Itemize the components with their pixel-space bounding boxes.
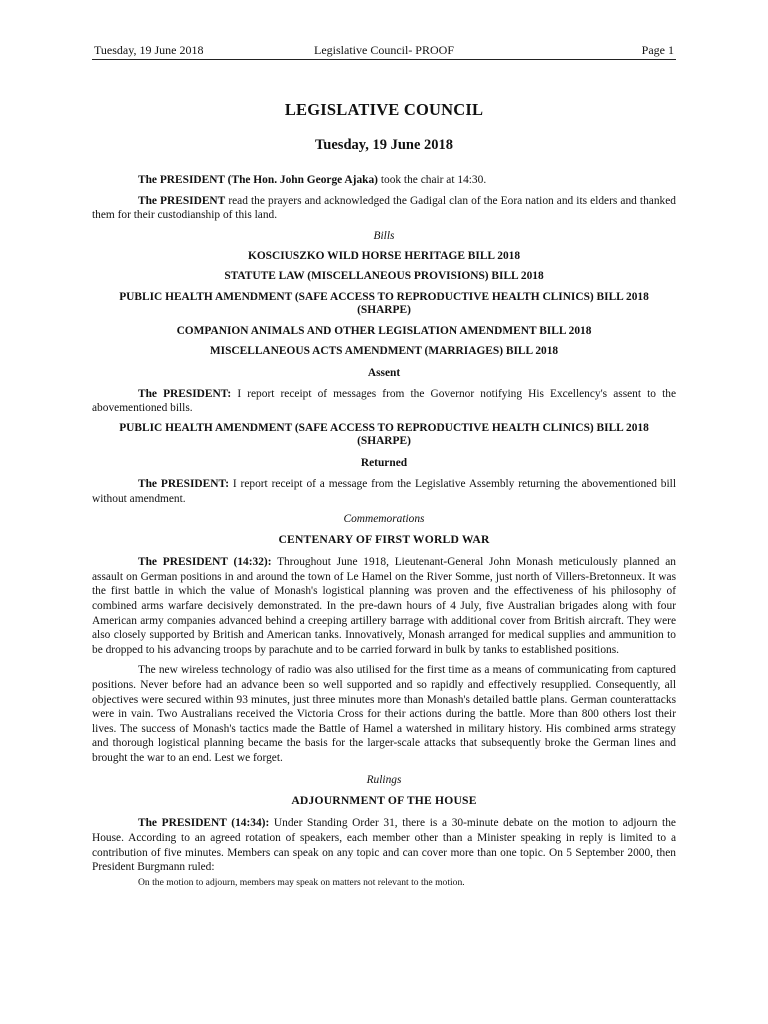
bill-title: PUBLIC HEALTH AMENDMENT (SAFE ACCESS TO REPRODUCTIVE HEALTH CLINICS) BILL 2018 (SHARPE) [119,421,649,448]
category-bills: Bills [373,229,395,242]
speaker-name: The PRESIDENT (14:32): [138,556,272,569]
paragraph-text: read the prayers and acknowledged the Gadigal clan of the Eora nation and its elders and thanked them for their custodianship of this land. [92,194,676,222]
header-date: Tuesday, 19 June 2018 [94,43,204,57]
commemoration-paragraph [92,555,676,657]
speaker-name: The PRESIDENT (14:34): [138,817,270,830]
category-rulings: Rulings [366,774,402,787]
paragraph-text: I report receipt of a message from the Legislative Assembly returning the abovementioned bill without amendment. [92,477,676,505]
ruling-quote: On the motion to adjourn, members may speak on matters not relevant to the motion. [138,876,465,888]
subheading-returned: Returned [360,456,408,469]
returned-paragraph [92,477,676,506]
speaker-name: The PRESIDENT [138,194,226,207]
sitting-date: Tuesday, 19 June 2018 [314,137,454,153]
paragraph-text: I report receipt of messages from the Governor notifying His Excellency's assent to the abovementioned bills. [92,387,677,415]
ruling-paragraph [92,816,676,874]
bill-title: KOSCIUSZKO WILD HORSE HERITAGE BILL 2018 [247,249,521,262]
bill-title: PUBLIC HEALTH AMENDMENT (SAFE ACCESS TO REPRODUCTIVE HEALTH CLINICS) BILL 2018 (SHARPE) [119,290,649,317]
bill-title: MISCELLANEOUS ACTS AMENDMENT (MARRIAGES) BILL 2018 [209,345,559,358]
bill-title: STATUTE LAW (MISCELLANEOUS PROVISIONS) BILL 2018 [224,270,544,283]
commemoration-paragraph: The new wireless technology of radio was also utilised for the first time as a means of communicating from captured positions. Never before had an advance been so well supported and so rapidly and effectively resupplied. Consequently, all objectives were secured within 93 minutes, just three minutes more than Monash's detailed battle plans. German counterattacks were in vain. Two Australians received the Victoria Cross for their actions during the battle. More than 800 others lost their lives. The success of Monash's tactics made the Battle of Hamel a watershed in military history. His combined arms strategy and thorough logistical planning became the basis for the larger-scale attacks that subsequently broke the German lines and brought the war to an end. Lest we forget. [92,664,676,764]
page-header [92,43,676,60]
assent-paragraph [92,387,676,416]
speaker-name: The PRESIDENT (The Hon. John George Ajaka) [138,174,378,186]
document-body [92,100,676,889]
prayers-paragraph [92,194,676,223]
speaker-name: The PRESIDENT: [138,477,229,490]
paragraph-text: took the chair at 14:30. [377,174,487,186]
section-heading: ADJOURNMENT OF THE HOUSE [291,794,477,808]
bill-title: COMPANION ANIMALS AND OTHER LEGISLATION AMENDMENT BILL 2018 [176,324,592,337]
document-title: LEGISLATIVE COUNCIL [284,100,484,119]
paragraph-text: Under Standing Order 31, there is a 30-minute debate on the motion to adjourn the House. According to an agreed rotation of speakers, each member other than a Minister speaking in reply is limited to a contribution of five minutes. Members can speak on any topic and can cover more than one topic. On 5 September 2000, then President Burgmann ruled: [92,817,676,874]
speaker-name: The PRESIDENT: [138,387,232,400]
category-commemorations: Commemorations [343,513,425,526]
section-heading: CENTENARY OF FIRST WORLD WAR [278,533,490,547]
opening-paragraph [92,173,676,188]
header-title: Legislative Council- PROOF [314,43,454,57]
subheading-assent: Assent [367,366,401,379]
paragraph-text: Throughout June 1918, Lieutenant-General John Monash meticulously planned an assault on German positions in and around the town of Le Hamel on the River Somme, just north of Villers-Bretonneux. It was the first battle in which the value of Monash's logistical planning was proven and the effectiveness of his philosophy of combined arms warfare decisively demonstrated. In the pre-dawn hours of 4 July, five Australian brigades along with four American army companies advanced behind a creeping artillery barrage with additional cover from British aircraft. They were also closely supported by British and American tanks. Innovatively, Monash arranged for medical supplies and ammunition to be dropped to his advancing troops by parachute and to be carried forward in bulk by tanks to established positions. [92,556,676,656]
header-page-number: Page 1 [641,43,674,57]
